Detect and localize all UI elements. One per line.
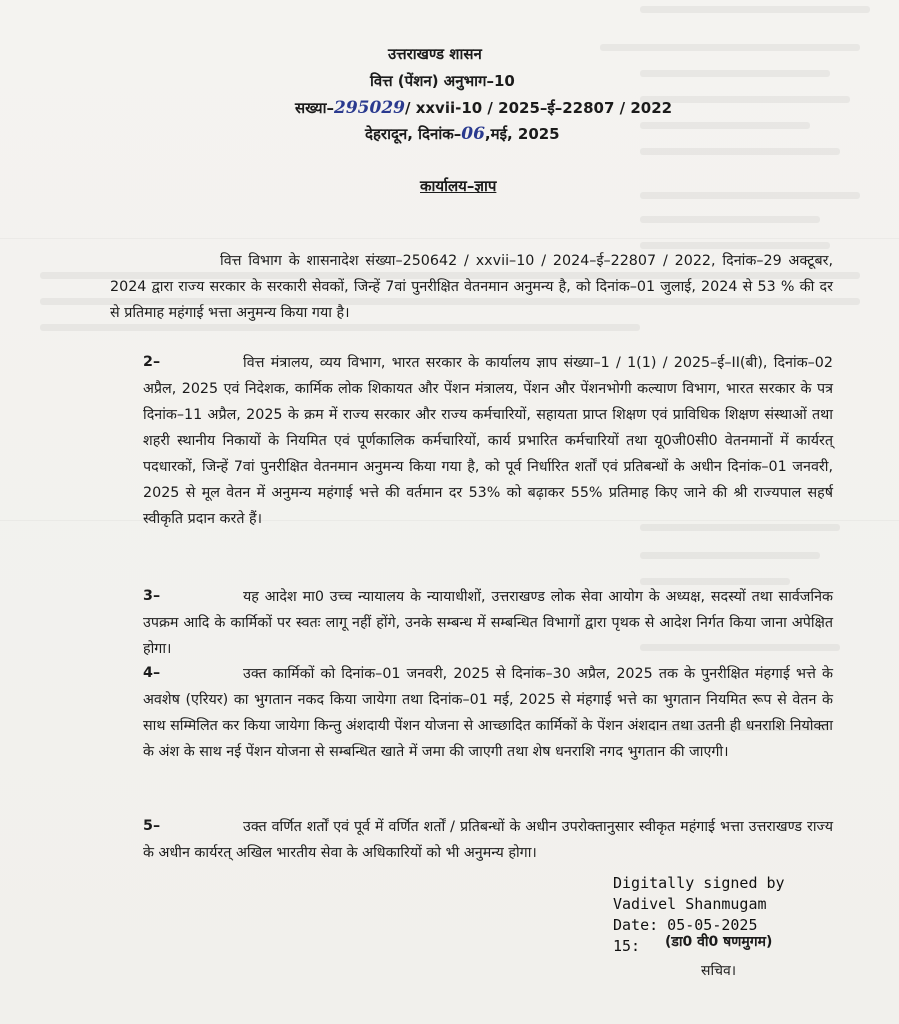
reference-prefix: सख्या–	[295, 99, 335, 117]
signature-line-3: Date: 05-05-2025	[613, 916, 758, 934]
paragraph-3: यह आदेश मा0 उच्च न्यायालय के न्यायाधीशों, उत्तराखण्ड लोक सेवा आयोग के अध्यक्ष, सदस्यों तथा सार्वजनिक उपक्रम आदि के कार्मिकों पर स्वतः लागू नहीं होंगे, उनके सम्बन्ध में सम्बन्धित विभागों द्वारा पृथक से आदेश निर्गत किया जाना अपेक्षित होगा।	[143, 589, 833, 657]
paragraph-number-4: 4–	[143, 665, 161, 681]
handwritten-day: 06	[461, 124, 485, 144]
signature-line-4: 15:	[613, 937, 641, 955]
signature-line-1: Digitally signed by	[613, 874, 785, 892]
bleed-through-mark	[600, 44, 860, 51]
issue-date	[365, 124, 560, 144]
reference-number	[295, 98, 672, 118]
bleed-through-mark	[640, 70, 830, 77]
paragraph-number-2: 2–	[143, 354, 161, 370]
signature-line-2: Vadivel Shanmugam	[613, 895, 767, 913]
paragraph-number-5: 5–	[143, 818, 161, 834]
bleed-through-mark	[640, 216, 820, 223]
handwritten-reference-number: 295029	[334, 98, 405, 118]
paragraph-2: वित्त मंत्रालय, व्यय विभाग, भारत सरकार के कार्यालय ज्ञाप संख्या–1 / 1(1) / 2025–ई–II(बी), दिनांक–02 अप्रैल, 2025 एवं निदेशक, कार्मिक लोक शिकायत और पेंशन मंत्रालय, पेंशन और पेंशनभोगी कल्याण विभाग, भारत सरकार के पत्र दिनांक–11 अप्रैल, 2025 के क्रम में राज्य सरकार और राज्य कर्मचारियों, सहायता प्राप्त शिक्षण एवं प्राविधिक शिक्षण संस्थाओं तथा शहरी स्थानीय निकायों के नियमित एवं पूर्णकालिक कर्मचारियों, कार्य प्रभारित कर्मचारियों तथा यू0जी0सी0 वेतनमानों में कार्यरत् पदधारकों, जिन्हें 7वां पुनरीक्षित वेतनमान अनुमन्य किया गया है, को पूर्व निर्धारित शर्तों एवं प्रतिबन्धों के अधीन दिनांक–01 जनवरी, 2025 से मूल वेतन में अनुमन्य महंगाई भत्ते की वर्तमान दर 53% को बढ़ाकर 55% प्रतिमाह किए जाने की श्री राज्यपाल सहर्ष स्वीकृति प्रदान करते हैं।	[143, 355, 833, 527]
department-name: वित्त (पेंशन) अनुभाग–10	[370, 72, 515, 90]
date-prefix: देहरादून, दिनांक–	[365, 125, 462, 143]
paper-crease	[0, 238, 899, 239]
memo-title: कार्यालय–ज्ञाप	[420, 177, 497, 195]
paragraph-1: वित्त विभाग के शासनादेश संख्या–250642 / xxvii–10 / 2024–ई–22807 / 2022, दिनांक–29 अक्टूबर, 2024 द्वारा राज्य सरकार के सरकारी सेवकों, जिन्हें 7वां पुनरीक्षित वेतनमान अनुमन्य है, को दिनांक–01 जुलाई, 2024 से 53 % की दर से प्रतिमाह महंगाई भत्ता अनुमन्य किया गया है।	[110, 253, 833, 321]
bleed-through-mark	[640, 122, 810, 129]
paragraph-number-3: 3–	[143, 588, 161, 604]
paragraph-4: उक्त कार्मिकों को दिनांक–01 जनवरी, 2025 से दिनांक–30 अप्रैल, 2025 तक के पुनरीक्षित मंहगाई भत्ते के अवशेष (एरियर) का भुगतान नकद किया जायेगा तथा दिनांक–01 मई, 2025 से मंहगाई भत्ते का भुगतान नियमित रूप से वेतन के साथ सम्मिलित कर किया जायेगा किन्तु अंशदायी पेंशन योजना से आच्छादित कार्मिकों के पेंशन अंशदान तथा उतनी ही धनराशि नियोक्ता के अंश के साथ नई पेंशन योजना से सम्बन्धित खाते में जमा की जाएगी तथा शेष धनराशि नगद भुगतान की जाएगी।	[143, 666, 833, 760]
government-name: उत्तराखण्ड शासन	[388, 45, 482, 63]
reference-suffix: / xxvii-10 / 2025–ई–22807 / 2022	[405, 99, 673, 117]
signatory-name-hindi: (डा0 वी0 षणमुगम)	[665, 934, 773, 950]
signatory-designation: सचिव।	[701, 963, 737, 979]
bleed-through-mark	[640, 148, 840, 155]
bleed-through-mark	[640, 6, 870, 13]
date-suffix: ,मई, 2025	[484, 125, 560, 143]
paragraph-5: उक्त वर्णित शर्तों एवं पूर्व में वर्णित शर्तों / प्रतिबन्धों के अधीन उपरोक्तानुसार स्वीकृत महंगाई भत्ता उत्तराखण्ड राज्य के अधीन कार्यरत् अखिल भारतीय सेवा के अधिकारियों को भी अनुमन्य होगा।	[143, 819, 833, 861]
bleed-through-mark	[640, 552, 820, 559]
bleed-through-mark	[640, 192, 860, 199]
